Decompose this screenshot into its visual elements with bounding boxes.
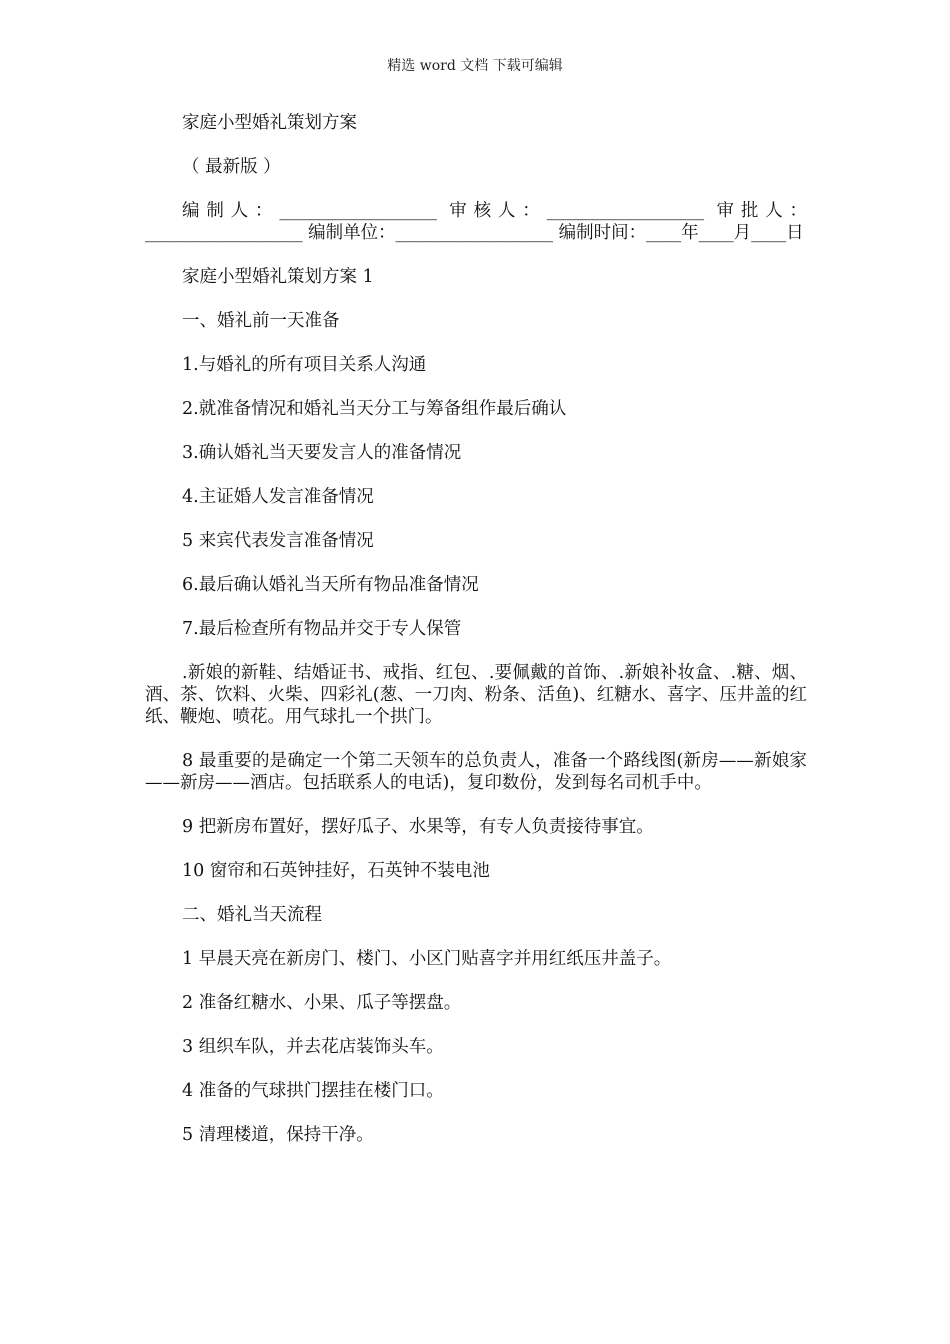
list-item: 5 来宾代表发言准备情况 [182,531,374,551]
list-item: 10 窗帘和石英钟挂好，石英钟不装电池 [182,861,490,881]
list-item: 3 组织车队，并去花店装饰头车。 [182,1037,444,1057]
meta-line: 编制人：__________________ 审核人：__________________ 审批人：__________________ 编制单位：__________________ 编制时间：____年____月____日 [145,201,807,243]
document-title: 家庭小型婚礼策划方案 [182,113,357,133]
page-header: 精选 word 文档 下载可编辑 [387,58,563,74]
part2-heading: 二、婚礼当天流程 [182,905,322,925]
part1-heading: 一、婚礼前一天准备 [182,311,340,331]
items-paragraph: .新娘的新鞋、结婚证书、戒指、红包、.要佩戴的首饰、.新娘补妆盒、.糖、烟、酒、茶、饮料、火柴、四彩礼(葱、一刀肉、粉条、活鱼)、红糖水、喜字、压井盖的红纸、鞭炮、喷花。用气球扎一个拱门。 [145,663,807,727]
list-item: 4.主证婚人发言准备情况 [182,487,374,507]
list-item: 4 准备的气球拱门摆挂在楼门口。 [182,1081,444,1101]
document-body [145,112,807,1168]
list-item: 1.与婚礼的所有项目关系人沟通 [182,355,427,375]
list-item: 9 把新房布置好，摆好瓜子、水果等，有专人负责接待事宜。 [182,817,654,837]
list-item: 7.最后检查所有物品并交于专人保管 [182,619,462,639]
list-item: 2 准备红糖水、小果、瓜子等摆盘。 [182,993,462,1013]
list-item: 8 最重要的是确定一个第二天领车的总负责人，准备一个路线图(新房——新娘家——新房——酒店。包括联系人的电话)，复印数份，发到每名司机手中。 [145,751,807,793]
list-item: 6.最后确认婚礼当天所有物品准备情况 [182,575,479,595]
list-item: 2.就准备情况和婚礼当天分工与筹备组作最后确认 [182,399,567,419]
list-item: 5 清理楼道，保持干净。 [182,1125,374,1145]
version-label: （ 最新版 ） [182,157,281,177]
list-item: 3.确认婚礼当天要发言人的准备情况 [182,443,462,463]
section-title: 家庭小型婚礼策划方案 1 [182,267,374,287]
list-item: 1 早晨天亮在新房门、楼门、小区门贴喜字并用红纸压井盖子。 [182,949,672,969]
